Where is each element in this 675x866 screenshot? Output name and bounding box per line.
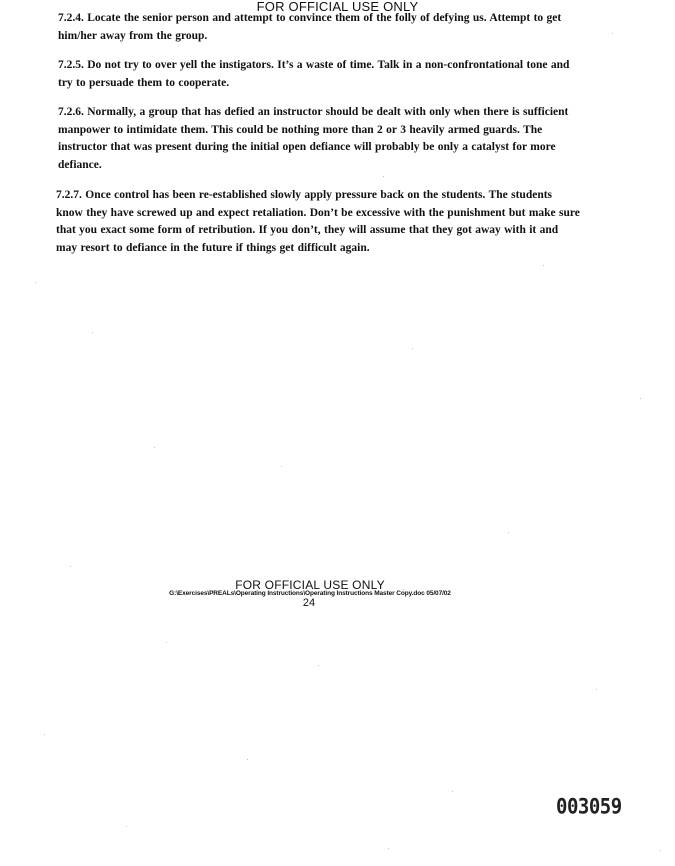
footer-file-path: G:\Exercises\PREALs\Operating Instructions\Operating Instructions Master Copy.doc 05/07/02	[169, 590, 451, 597]
paragraph-7-2-4: 7.2.4. Locate the senior person and attempt to convince them of the folly of defying us. Attempt to get him/her away from the group.	[58, 12, 562, 42]
paragraph-7-2-5: 7.2.5. Do not try to over yell the instigators. It’s a waste of time. Talk in a non-confrontational tone and try to persuade them to cooperate.	[58, 59, 570, 89]
page-number: 24	[302, 597, 316, 609]
classification-header: FOR OFFICIAL USE ONLY	[256, 0, 419, 14]
paragraph-7-2-7: 7.2.7. Once control has been re-established slowly apply pressure back on the students. The students know they have screwed up and expect retaliation. Don’t be excessive with the punishment but make sure that you exact some form of retribution. If you don’t, they will assume that they got away with it and may resort to defiance in the future if things get difficult again.	[56, 189, 580, 254]
bates-number: 003059	[556, 795, 622, 820]
paragraph-7-2-6: 7.2.6. Normally, a group that has defied an instructor should be dealt with only when there is sufficient manpower to intimidate them. This could be nothing more than 2 or 3 heavily armed guards. The instructor that was present during the initial open defiance will probably be only a catalyst for more defiance.	[58, 106, 569, 171]
classification-footer: FOR OFFICIAL USE ONLY	[235, 578, 385, 592]
